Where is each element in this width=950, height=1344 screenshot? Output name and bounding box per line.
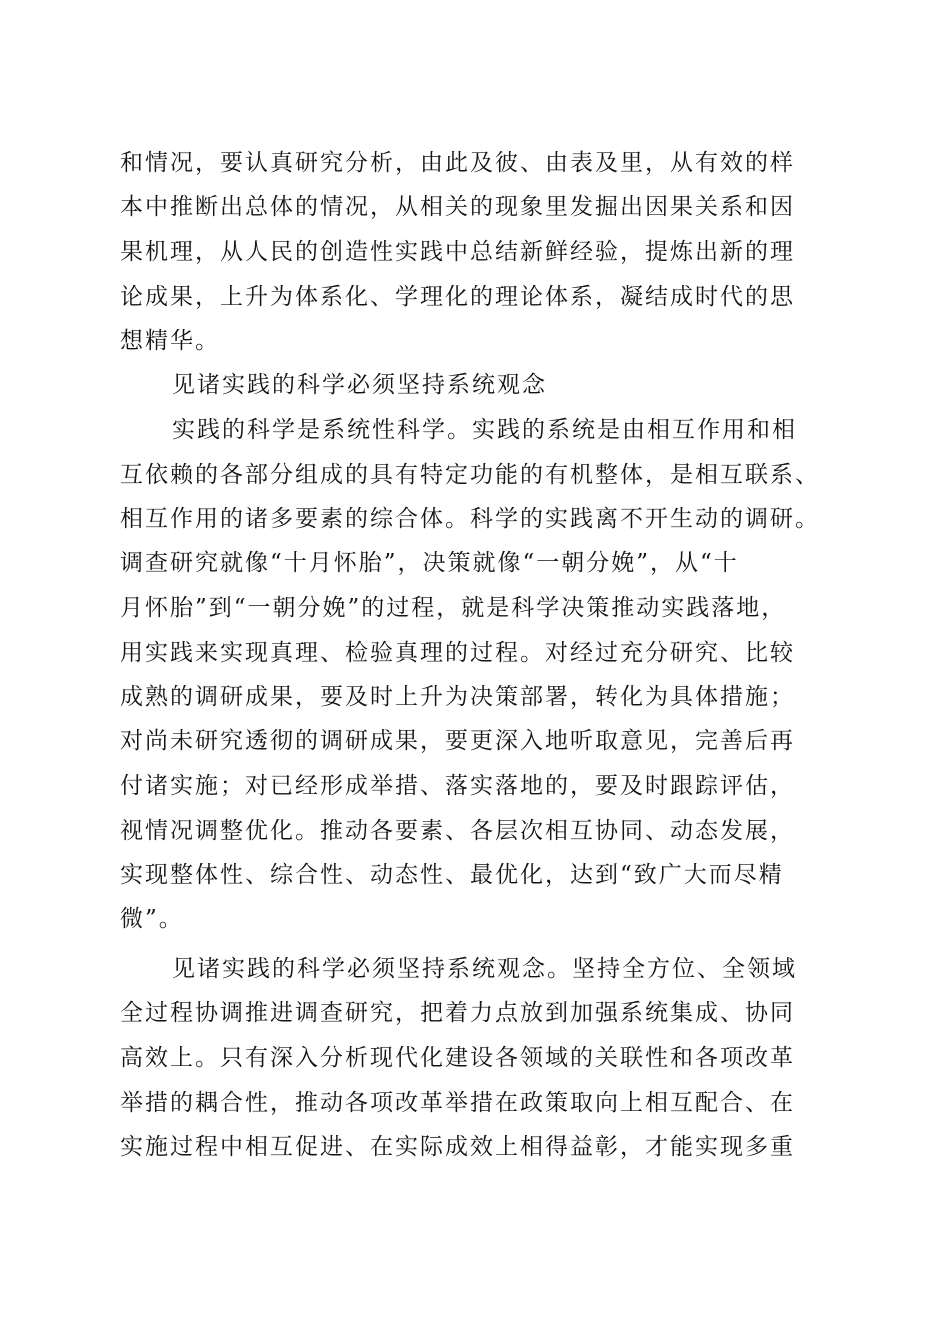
text-line: 果机理，从人民的创造性实践中总结新鲜经验，提炼出新的理 — [120, 239, 795, 265]
text-line: 视情况调整优化。推动各要素、各层次相互协同、动态发展， — [120, 818, 795, 844]
text-line: 用实践来实现真理、检验真理的过程。对经过充分研究、比较 — [120, 640, 795, 666]
paragraph-first-line: 见诸实践的科学必须坚持系统观念。坚持全方位、全领域 — [172, 956, 797, 982]
text-line: 实现整体性、综合性、动态性、最优化，达到“致广大而尽精 — [120, 862, 784, 888]
text-line: 全过程协调推进调查研究，把着力点放到加强系统集成、协同 — [120, 1000, 795, 1026]
section-heading: 见诸实践的科学必须坚持系统观念 — [172, 372, 547, 398]
text-line: 想精华。 — [120, 328, 220, 354]
text-line: 举措的耦合性，推动各项改革举措在政策取向上相互配合、在 — [120, 1090, 795, 1116]
text-line: 和情况，要认真研究分析，由此及彼、由表及里，从有效的样 — [120, 150, 795, 176]
text-line: 月怀胎”到“一朝分娩”的过程，就是科学决策推动实践落地， — [120, 595, 787, 621]
text-line: 本中推断出总体的情况，从相关的现象里发掘出因果关系和因 — [120, 194, 795, 220]
text-line: 相互作用的诸多要素的综合体。科学的实践离不开生动的调研。 — [120, 506, 820, 532]
text-line: 付诸实施；对已经形成举措、落实落地的，要及时跟踪评估， — [120, 773, 795, 799]
text-line: 论成果，上升为体系化、学理化的理论体系，凝结成时代的思 — [120, 284, 795, 310]
text-line: 调查研究就像“十月怀胎”，决策就像“一朝分娩”，从“十 — [120, 550, 739, 576]
text-line: 实施过程中相互促进、在实际成效上相得益彰，才能实现多重 — [120, 1134, 795, 1160]
text-line: 成熟的调研成果，要及时上升为决策部署，转化为具体措施； — [120, 684, 795, 710]
paragraph-first-line: 实践的科学是系统性科学。实践的系统是由相互作用和相 — [172, 417, 797, 443]
text-line: 对尚未研究透彻的调研成果，要更深入地听取意见，完善后再 — [120, 728, 795, 754]
text-line: 高效上。只有深入分析现代化建设各领域的关联性和各项改革 — [120, 1045, 795, 1071]
text-line: 微”。 — [120, 906, 184, 932]
text-line: 互依赖的各部分组成的具有特定功能的有机整体，是相互联系、 — [120, 462, 820, 488]
